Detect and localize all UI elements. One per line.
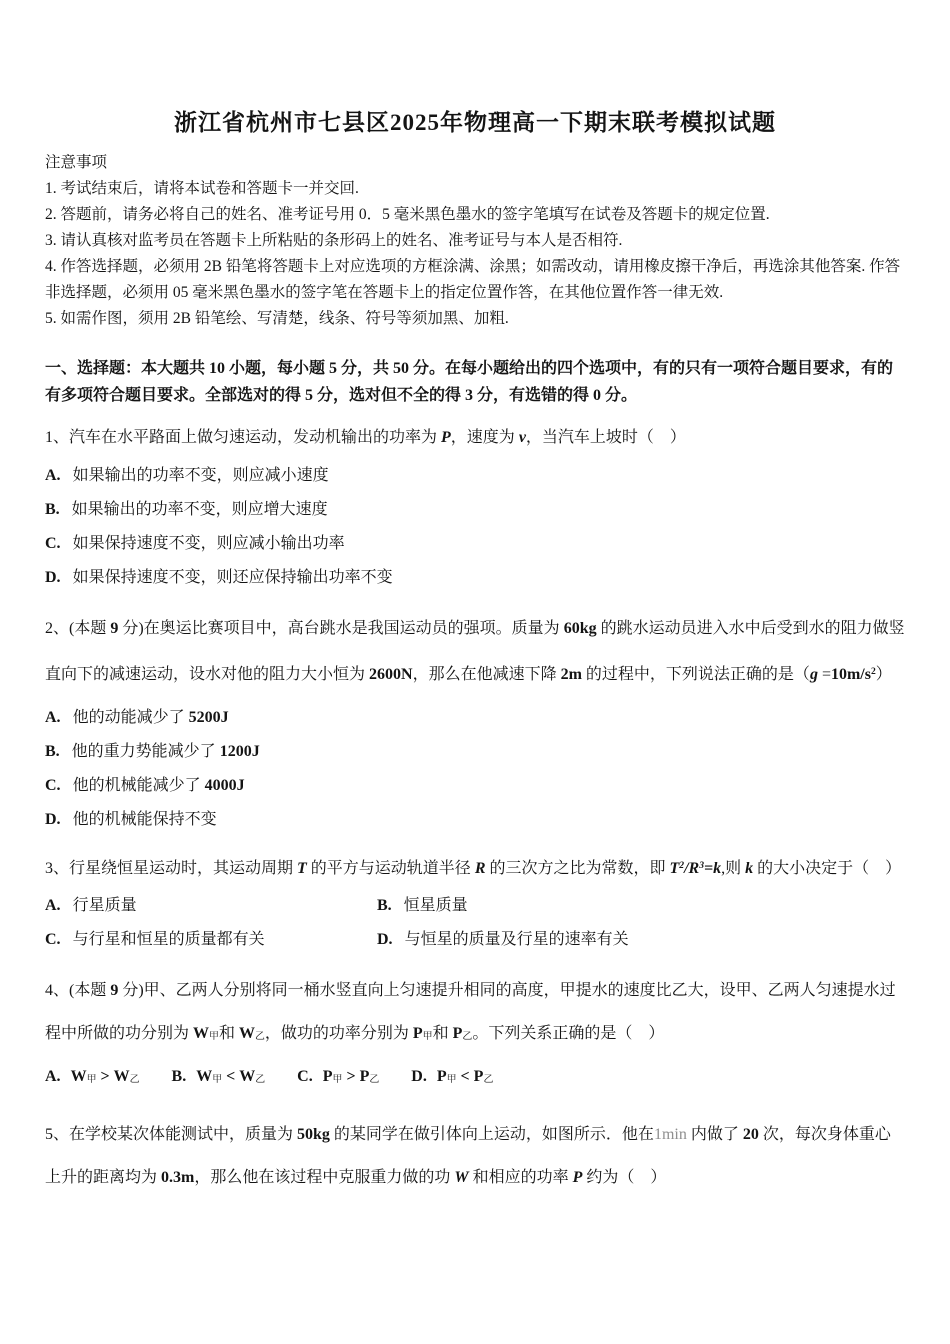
option-text: 与行星和恒星的质量都有关 <box>72 930 265 948</box>
option-text: W甲 < W乙 <box>196 1067 266 1085</box>
question-1-option-c <box>45 527 905 561</box>
question-2 <box>45 607 905 837</box>
question-2-option-c <box>45 769 905 803</box>
question-3-text: 3、行星绕恒星运动时，其运动周期 T 的平方与运动轨道半径 R 的三次方之比为常数，即 $T^2/R^3=k$,则 k 的大小决定于（ ） <box>45 859 902 877</box>
page-title: 浙江省杭州市七县区2025年物理高一下期末联考模拟试题 <box>174 110 776 135</box>
section-heading: 一、选择题：本大题共 10 小题，每小题 5 分，共 50 分。在每小题给出的四个选项中，有的只有一项符合题目要求，有的有多项符合题目要求。全部选对的得 5 分，选对但不全的得 3 分，有选错的得 0 分。 <box>45 360 894 404</box>
notice-item-2: 2. 答题前，请务必将自己的姓名、准考证号用 0．5 毫米黑色墨水的签字笔填写在试卷及答题卡的规定位置. <box>45 206 770 223</box>
option-text: P甲 < P乙 <box>436 1067 494 1085</box>
question-4-option-b <box>172 1060 266 1097</box>
option-text: 他的机械能保持不变 <box>72 810 217 828</box>
notice-item-4: 4. 作答选择题，必须用 2B 铅笔将答题卡上对应选项的方框涂满、涂黑；如需改动，请用橡皮擦干净后，再选涂其他答案. 作答非选择题，必须用 05 毫米黑色墨水的签字笔在答题卡上的指定位置作答，在其他位置作答一律无效. <box>45 258 901 301</box>
notice-section <box>45 150 905 332</box>
option-text: 如果输出的功率不变，则应增大速度 <box>71 501 328 518</box>
option-label: D. <box>45 810 61 828</box>
question-3-options <box>45 889 905 957</box>
question-4-options <box>45 1060 905 1097</box>
option-text: 他的机械能减少了 4000J <box>72 776 245 794</box>
notice-item-1: 1. 考试结束后，请将本试卷和答题卡一并交回. <box>45 180 359 197</box>
option-label: D. <box>377 930 393 948</box>
option-label: B. <box>45 501 60 518</box>
question-4-option-d <box>411 1060 493 1097</box>
option-label: B. <box>45 742 60 760</box>
option-text: 如果保持速度不变，则应减小输出功率 <box>72 535 345 552</box>
question-3 <box>45 849 905 957</box>
option-text: P甲 > P乙 <box>322 1067 380 1085</box>
option-label: A. <box>45 1067 61 1085</box>
question-2-option-d <box>45 803 905 837</box>
question-1-options <box>45 459 905 595</box>
option-label: D. <box>411 1067 427 1085</box>
question-1-option-d <box>45 561 905 595</box>
question-1-option-a <box>45 459 905 493</box>
question-4 <box>45 969 905 1097</box>
choice-section <box>45 355 905 1199</box>
option-label: A. <box>45 896 61 914</box>
question-1 <box>45 421 905 595</box>
question-3-option-b <box>377 889 905 923</box>
notice-item-5: 5. 如需作图，须用 2B 铅笔绘、写清楚，线条、符号等须加黑、加粗. <box>45 310 509 327</box>
option-label: B. <box>377 896 392 914</box>
option-text: 恒星质量 <box>403 896 468 914</box>
question-2-text: 2、(本题 9 分)在奥运比赛项目中，高台跳水是我国运动员的强项。质量为 60kg 的跳水运动员进入水中后受到水的阻力做竖直向下的减速运动，设水对他的阻力大小恒为 2600N，那么在他减速下降 2m 的过程中，下列说法正确的是$(g =10m/s^2)$ <box>45 620 905 683</box>
option-label: B. <box>171 1067 187 1085</box>
question-3-option-d <box>377 923 905 957</box>
question-1-option-b <box>45 493 905 527</box>
option-text: 如果输出的功率不变，则应减小速度 <box>72 467 329 484</box>
question-5-text: 5、在学校某次体能测试中，质量为 50kg 的某同学在做引体向上运动，如图所示．他在1min 内做了 20 次，每次身体重心上升的距离均为 0.3m，那么他在该过程中克服重力做的功 W 和相应的功率 P 约为（ ） <box>45 1125 891 1186</box>
option-text: 与恒星的质量及行星的速率有关 <box>404 930 629 948</box>
question-2-option-b <box>45 735 905 769</box>
option-label: D. <box>45 569 61 586</box>
notice-heading: 注意事项 <box>45 154 108 171</box>
option-text: 如果保持速度不变，则还应保持输出功率不变 <box>72 569 393 586</box>
question-5 <box>45 1113 905 1199</box>
option-text: 他的动能减少了 5200J <box>72 708 229 726</box>
option-label: C. <box>45 535 61 552</box>
question-1-text: 1、汽车在水平路面上做匀速运动，发动机输出的功率为 P，速度为 v，当汽车上坡时（ ） <box>45 429 686 446</box>
option-label: C. <box>45 930 61 948</box>
option-text: 行星质量 <box>72 896 137 914</box>
question-4-option-a <box>45 1060 140 1097</box>
option-text: 他的重力势能减少了 1200J <box>71 742 260 760</box>
notice-item-3: 3. 请认真核对监考员在答题卡上所粘贴的条形码上的姓名、准考证号与本人是否相符. <box>45 232 623 249</box>
question-3-option-a <box>45 889 377 923</box>
option-label: C. <box>297 1067 313 1085</box>
question-4-option-c <box>297 1060 379 1097</box>
option-label: A. <box>45 467 61 484</box>
question-3-option-c <box>45 923 377 957</box>
question-2-option-a <box>45 701 905 735</box>
option-text: W甲 > W乙 <box>70 1067 140 1085</box>
option-label: C. <box>45 776 61 794</box>
question-4-text: 4、(本题 9 分)甲、乙两人分别将同一桶水竖直向上匀速提升相同的高度，甲提水的速度比乙大，设甲、乙两人匀速提水过程中所做的功分别为 W甲和 W乙，做功的功率分别为 P甲和 P乙。下列关系正确的是（ ） <box>45 981 896 1042</box>
question-2-options <box>45 701 905 837</box>
option-label: A. <box>45 708 61 726</box>
